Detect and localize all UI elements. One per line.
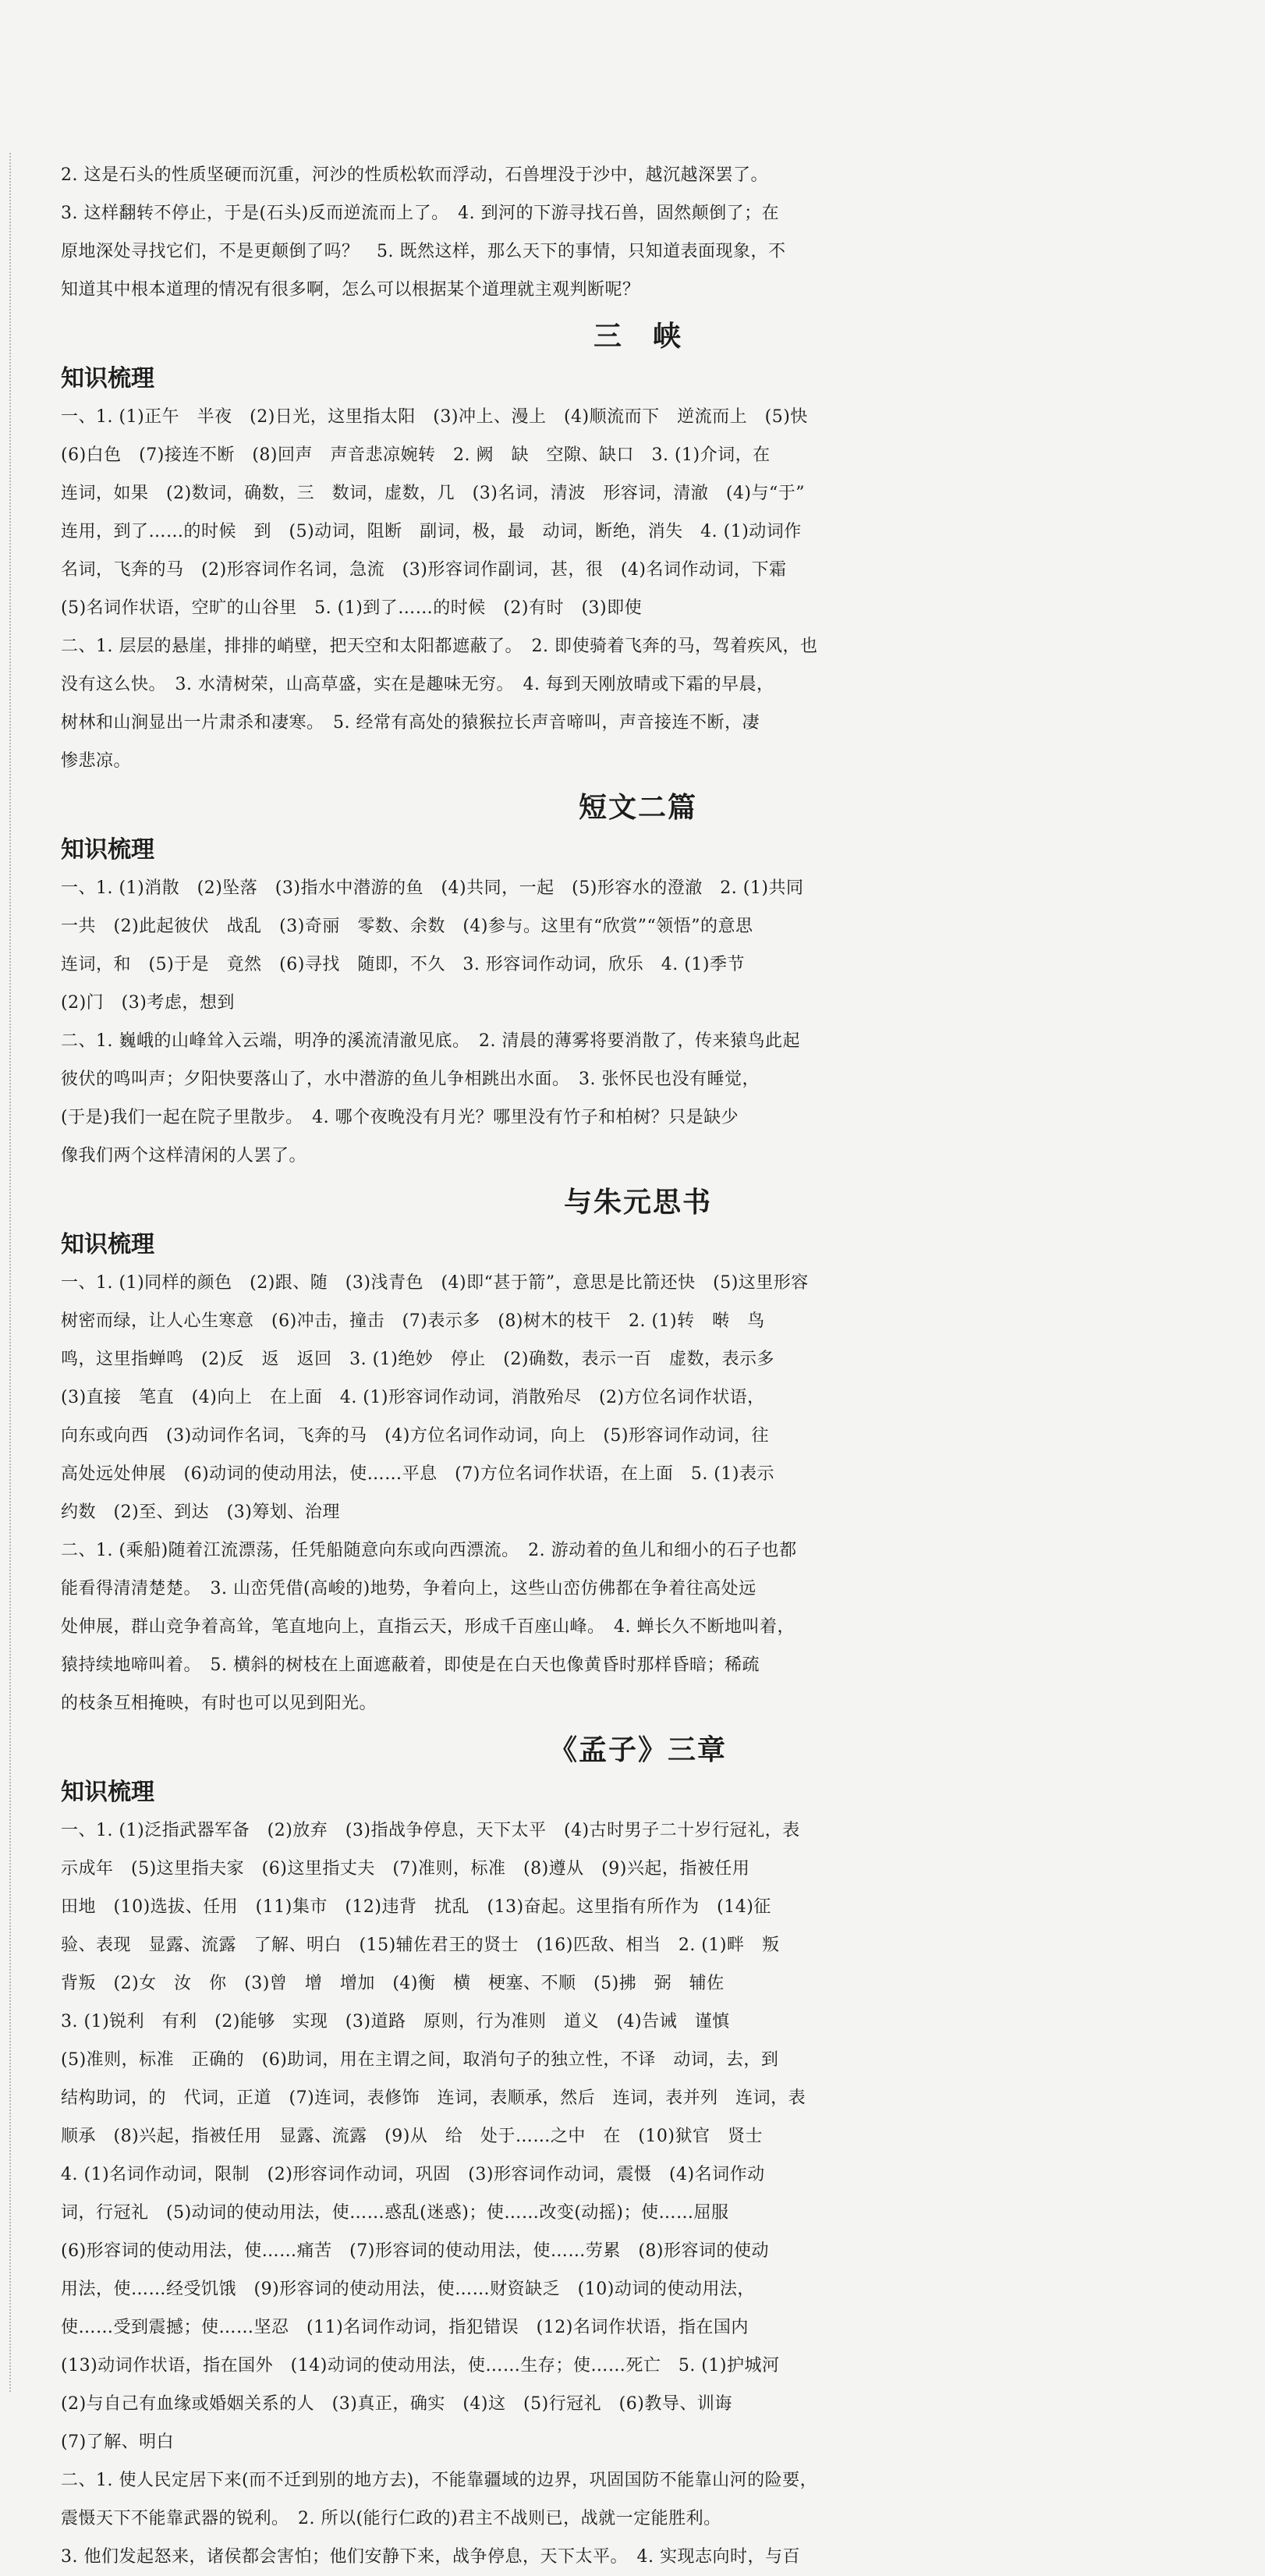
text-line: (3)直接 笔直 (4)向上 在上面 4. (1)形容词作动词，消散殆尽 (2)方位名词作状语，	[61, 1388, 765, 1407]
text-line: (13)动词作状语，指在国外 (14)动词的使动用法，使……生存；使……死亡 5. (1)护城河	[61, 2356, 780, 2376]
text-line: 的枝条互相掩映，有时也可以见到阳光。	[61, 1694, 377, 1713]
text-line: 3. 他们发起怒来，诸侯都会害怕；他们安静下来，战争停息，天下太平。 4. 实现志向时，与百	[61, 2547, 800, 2567]
text-line: 4. (1)名词作动词，限制 (2)形容词作动词，巩固 (3)形容词作动词，震慑 (4)名词作动	[61, 2165, 765, 2184]
sections-container	[61, 314, 1215, 2576]
text-line: 验、表现 显露、流露 了解、明白 (15)辅佐君王的贤士 (16)匹敌、相当 2. (1)畔 叛	[61, 1936, 780, 1955]
text-line: 3. 这样翻转不停止，于是(石头)反而逆流而上了。 4. 到河的下游寻找石兽，固然颠倒了；在	[61, 204, 780, 223]
text-line: 连用，到了……的时候 到 (5)动词，阻断 副词，极，最 动词，断绝，消失 4. (1)动词作	[61, 522, 802, 541]
section-subtitle: 知识梳理	[61, 1231, 154, 1258]
section-title: 短文二篇	[578, 792, 697, 824]
text-line: 二、1. (乘船)随着江流漂荡，任凭船随意向东或向西漂流。 2. 游动着的鱼儿和细小的石子也都	[61, 1541, 797, 1560]
text-line: 震慑天下不能靠武器的锐利。 2. 所以(能行仁政的)君主不战则已，战就一定能胜利。	[61, 2509, 721, 2528]
text-line: 彼伏的鸣叫声；夕阳快要落山了，水中潜游的鱼儿争相跳出水面。 3. 张怀民也没有睡觉，	[61, 1070, 760, 1089]
text-line: 向东或向西 (3)动词作名词，飞奔的马 (4)方位名词作动词，向上 (5)形容词作动词，往	[61, 1426, 769, 1446]
text-line: 二、1. 使人民定居下来(而不迁到别的地方去)，不能靠疆域的边界，巩固国防不能靠山河的险要，	[61, 2471, 818, 2490]
text-line: 猿持续地啼叫着。 5. 横斜的树枝在上面遮蔽着，即使是在白天也像黄昏时那样昏暗；稀疏	[61, 1655, 760, 1675]
text-line: 像我们两个这样清闲的人罢了。	[61, 1146, 307, 1166]
binding-margin-line	[9, 153, 11, 2392]
intro-paragraph	[61, 156, 1215, 309]
text-line: 惨悲凉。	[61, 751, 132, 771]
text-line: 鸣，这里指蝉鸣 (2)反 返 返回 3. (1)绝妙 停止 (2)确数，表示一百 虚数，表示多	[61, 1350, 774, 1369]
section-title: 三 峡	[593, 321, 682, 353]
text-line: (于是)我们一起在院子里散步。 4. 哪个夜晚没有月光？哪里没有竹子和柏树？只是缺少	[61, 1108, 739, 1127]
lesson-section	[61, 1180, 1215, 1723]
text-line: (7)了解、明白	[61, 2432, 175, 2452]
text-line: 田地 (10)选拔、任用 (11)集市 (12)违背 扰乱 (13)奋起。这里指有所作为 (14)征	[61, 1897, 771, 1917]
text-line: 知道其中根本道理的情况有很多啊，怎么可以根据某个道理就主观判断呢？	[61, 280, 640, 300]
text-line: 二、1. 层层的悬崖，排排的峭壁，把天空和太阳都遮蔽了。 2. 即使骑着飞奔的马，驾着疾风，也	[61, 637, 818, 656]
text-line: 一、1. (1)消散 (2)坠落 (3)指水中潜游的鱼 (4)共同，一起 (5)形容水的澄澈 2. (1)共同	[61, 878, 804, 898]
lesson-section	[61, 785, 1215, 1175]
text-line: 能看得清清楚楚。 3. 山峦凭借(高峻的)地势，争着向上，这些山峦仿佛都在争着往高处远	[61, 1579, 757, 1598]
text-line: (6)形容词的使动用法，使……痛苦 (7)形容词的使动用法，使……劳累 (8)形容词的使动	[61, 2241, 769, 2261]
text-line: (2)门 (3)考虑，想到	[61, 993, 235, 1013]
text-line: 3. (1)锐利 有利 (2)能够 实现 (3)道路 原则，行为准则 道义 (4)告诫 谨慎	[61, 2012, 730, 2031]
section-subtitle: 知识梳理	[61, 1779, 154, 1806]
text-line: 名词，飞奔的马 (2)形容词作名词，急流 (3)形容词作副词，甚，很 (4)名词作动词，下霜	[61, 560, 787, 580]
text-line: 一、1. (1)泛指武器军备 (2)放弃 (3)指战争停息，天下太平 (4)古时男子二十岁行冠礼，表	[61, 1821, 800, 1840]
lesson-section	[61, 314, 1215, 780]
text-line: 词，行冠礼 (5)动词的使动用法，使……惑乱(迷惑)；使……改变(动摇)；使……屈服	[61, 2203, 729, 2223]
text-line: 示成年 (5)这里指夫家 (6)这里指丈夫 (7)准则，标准 (8)遵从 (9)兴起，指被任用	[61, 1859, 750, 1879]
text-line: 树林和山涧显出一片肃杀和凄寒。 5. 经常有高处的猿猴拉长声音啼叫，声音接连不断，凄	[61, 713, 760, 733]
section-title: 《孟子》三章	[548, 1734, 727, 1766]
answer-document	[61, 156, 1215, 2576]
text-line: 顺承 (8)兴起，指被任用 显露、流露 (9)从 给 处于……之中 在 (10)狱官 贤士	[61, 2127, 763, 2146]
text-line: 一共 (2)此起彼伏 战乱 (3)奇丽 零数、余数 (4)参与。这里有“欣赏”“领悟”的意思	[61, 917, 753, 936]
text-line: (5)准则，标准 正确的 (6)助词，用在主谓之间，取消句子的独立性，不译 动词，去，到	[61, 2050, 779, 2070]
text-line: 约数 (2)至、到达 (3)筹划、治理	[61, 1503, 340, 1522]
text-line: 一、1. (1)同样的颜色 (2)跟、随 (3)浅青色 (4)即“甚于箭”，意思是比箭还快 (5)这里形容	[61, 1273, 809, 1293]
text-line: 高处远处伸展 (6)动词的使动用法，使……平息 (7)方位名词作状语，在上面 5. (1)表示	[61, 1464, 774, 1484]
text-line: 原地深处寻找它们，不是更颠倒了吗？ 5. 既然这样，那么天下的事情，只知道表面现象，不	[61, 242, 786, 261]
text-line: 用法，使……经受饥饿 (9)形容词的使动用法，使……财资缺乏 (10)动词的使动用法，	[61, 2280, 755, 2299]
lesson-section	[61, 1727, 1215, 2576]
text-line: (5)名词作状语，空旷的山谷里 5. (1)到了……的时候 (2)有时 (3)即使	[61, 598, 643, 618]
text-line: 结构助词，的 代词，正道 (7)连词，表修饰 连词，表顺承，然后 连词，表并列 连词，表	[61, 2088, 806, 2108]
text-line: 连词，如果 (2)数词，确数，三 数词，虚数，几 (3)名词，清波 形容词，清澈 (4)与“于”	[61, 484, 805, 503]
text-line: 使……受到震撼；使……坚忍 (11)名词作动词，指犯错误 (12)名词作状语，指在国内	[61, 2318, 749, 2337]
section-subtitle: 知识梳理	[61, 836, 154, 864]
text-line: 一、1. (1)正午 半夜 (2)日光，这里指太阳 (3)冲上、漫上 (4)顺流而下 逆流而上 (5)快	[61, 407, 808, 427]
text-line: 2. 这是石头的性质坚硬而沉重，河沙的性质松软而浮动，石兽埋没于沙中，越沉越深罢了。	[61, 165, 768, 185]
text-line: (2)与自己有血缘或婚姻关系的人 (3)真正，确实 (4)这 (5)行冠礼 (6)教导、训诲	[61, 2394, 732, 2414]
section-title: 与朱元思书	[563, 1187, 712, 1219]
text-line: 没有这么快。 3. 水清树荣，山高草盛，实在是趣味无穷。 4. 每到天刚放晴或下霜的早晨，	[61, 675, 774, 694]
text-line: 背叛 (2)女 汝 你 (3)曾 增 增加 (4)衡 横 梗塞、不顺 (5)拂 弼 辅佐	[61, 1974, 725, 1993]
text-line: 连词，和 (5)于是 竟然 (6)寻找 随即，不久 3. 形容词作动词，欣乐 4. (1)季节	[61, 955, 745, 974]
text-line: 树密而绿，让人心生寒意 (6)冲击，撞击 (7)表示多 (8)树木的枝干 2. (1)转 啭 鸟	[61, 1311, 765, 1331]
text-line: (6)白色 (7)接连不断 (8)回声 声音悲凉婉转 2. 阙 缺 空隙、缺口 3. (1)介词，在	[61, 445, 771, 465]
section-subtitle: 知识梳理	[61, 365, 154, 392]
text-line: 二、1. 巍峨的山峰耸入云端，明净的溪流清澈见底。 2. 清晨的薄雾将要消散了，传来猿鸟此起	[61, 1031, 800, 1051]
text-line: 处伸展，群山竞争着高耸，笔直地向上，直指云天，形成千百座山峰。 4. 蝉长久不断地叫着，	[61, 1617, 795, 1637]
